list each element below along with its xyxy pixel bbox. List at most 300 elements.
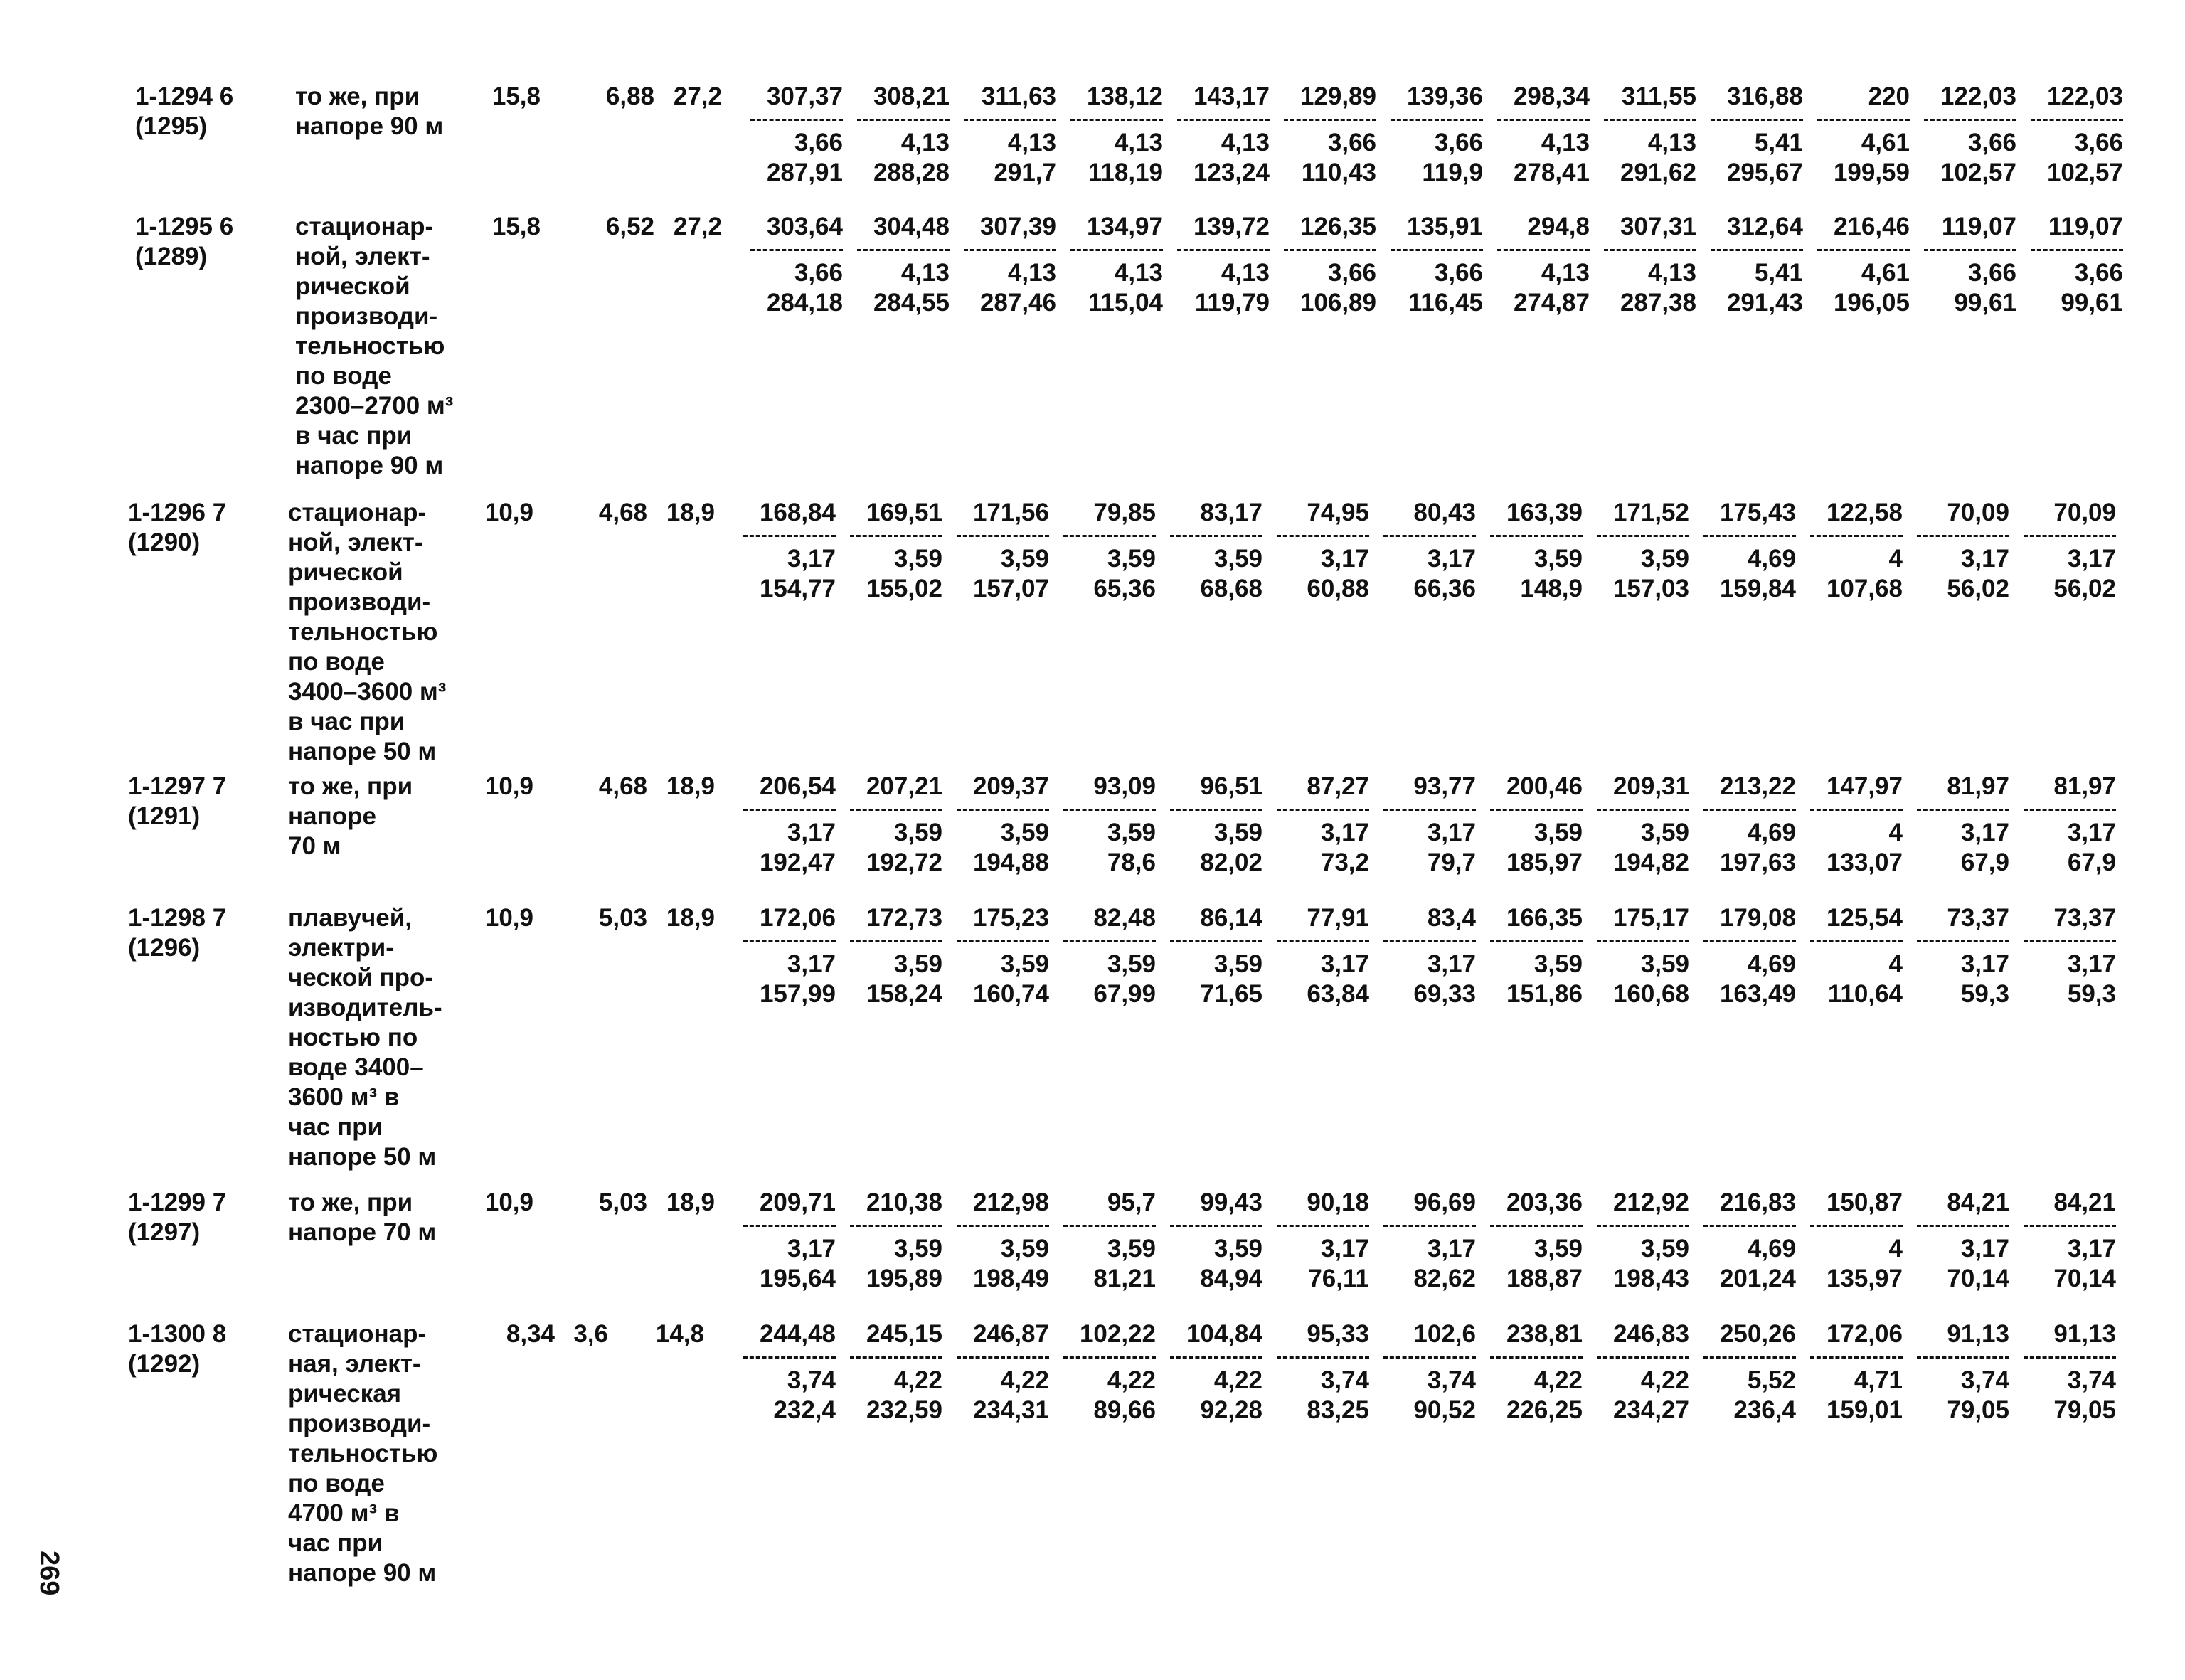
cell-part: 3,59 xyxy=(893,950,942,978)
price-cell xyxy=(942,903,1049,1009)
row-code-number: 1-1295 6 xyxy=(135,213,234,240)
cell-part: 4,13 xyxy=(1647,129,1696,156)
price-cell xyxy=(1262,772,1369,878)
cell-part: 4,13 xyxy=(1541,259,1590,287)
cell-remainder: 79,05 xyxy=(1947,1396,2009,1424)
desc-line: рической xyxy=(288,558,403,586)
price-cell xyxy=(1689,1319,1796,1425)
cell-remainder: 67,99 xyxy=(1093,980,1156,1008)
cell-remainder: 232,59 xyxy=(866,1396,942,1424)
price-cell xyxy=(1796,498,1903,604)
fraction-divider xyxy=(1917,1356,2009,1359)
price-cell xyxy=(950,82,1056,188)
cell-part: 3,17 xyxy=(1427,819,1476,846)
price-cell xyxy=(1590,82,1696,188)
cell-total: 91,13 xyxy=(2053,1320,2116,1348)
value-b: 6,88 xyxy=(605,83,654,110)
price-cell xyxy=(942,1188,1049,1294)
cell-remainder: 123,24 xyxy=(1193,159,1270,186)
cell-remainder: 65,36 xyxy=(1093,575,1156,602)
cell-total: 307,39 xyxy=(979,213,1056,240)
desc-line: тельностью xyxy=(288,1440,438,1467)
fraction-divider xyxy=(1277,809,1369,811)
price-cell xyxy=(836,772,942,878)
price-cell xyxy=(1049,1188,1156,1294)
price-cell xyxy=(843,82,950,188)
value-b: 4,68 xyxy=(598,772,647,800)
fraction-divider xyxy=(1703,809,1796,811)
price-cell xyxy=(1689,903,1796,1009)
price-cell xyxy=(1049,903,1156,1009)
fraction-divider xyxy=(2024,535,2116,537)
cell-total: 206,54 xyxy=(759,772,836,800)
value-a: 15,8 xyxy=(491,83,541,110)
cell-part: 3,17 xyxy=(2067,545,2116,573)
cell-part: 3,17 xyxy=(1320,545,1369,573)
value-b: 4,68 xyxy=(598,499,647,526)
cell-total: 207,21 xyxy=(866,772,942,800)
cell-part: 3,17 xyxy=(1320,1235,1369,1262)
desc-line: по воде xyxy=(288,1469,385,1497)
desc-line: 4700 м³ в xyxy=(288,1499,400,1527)
row-code-number: 1-1294 6 xyxy=(135,83,234,110)
price-cell xyxy=(1163,82,1270,188)
price-cell xyxy=(1056,212,1163,318)
cell-part: 3,17 xyxy=(1427,950,1476,978)
fraction-divider xyxy=(957,1225,1049,1227)
cell-part: 3,59 xyxy=(1107,950,1156,978)
fraction-divider xyxy=(1703,535,1796,537)
cell-total: 84,21 xyxy=(1947,1189,2009,1216)
cell-total: 311,63 xyxy=(981,83,1056,110)
value-a: 8,34 xyxy=(506,1320,555,1348)
fraction-divider xyxy=(1604,249,1696,251)
cell-total: 126,35 xyxy=(1299,213,1376,240)
fraction-divider xyxy=(1063,1225,1156,1227)
cell-total: 99,43 xyxy=(1200,1189,1262,1216)
fraction-divider xyxy=(1177,249,1270,251)
cell-total: 316,88 xyxy=(1726,83,1803,110)
cell-part: 3,17 xyxy=(2067,1235,2116,1262)
desc-line: изводитель- xyxy=(288,994,442,1021)
fraction-divider xyxy=(957,809,1049,811)
cell-total: 83,17 xyxy=(1200,499,1262,526)
cell-total: 175,43 xyxy=(1719,499,1796,526)
cell-total: 246,83 xyxy=(1612,1320,1689,1348)
cell-total: 83,4 xyxy=(1427,904,1476,932)
cell-part: 3,59 xyxy=(1640,1235,1689,1262)
cell-total: 139,72 xyxy=(1193,213,1270,240)
cell-total: 209,31 xyxy=(1612,772,1689,800)
fraction-divider xyxy=(1170,940,1262,942)
price-cell xyxy=(1270,212,1376,318)
cell-remainder: 119,79 xyxy=(1194,289,1270,317)
price-cell xyxy=(942,498,1049,604)
price-cell xyxy=(1262,1188,1369,1294)
cell-remainder: 81,21 xyxy=(1093,1265,1156,1292)
fraction-divider xyxy=(1490,809,1583,811)
row-code xyxy=(128,772,226,831)
cell-total: 203,36 xyxy=(1506,1189,1583,1216)
price-cell xyxy=(1590,212,1696,318)
fraction-divider xyxy=(743,1225,836,1227)
cell-part: 3,17 xyxy=(1320,950,1369,978)
price-cell xyxy=(1369,498,1476,604)
fraction-divider xyxy=(1063,1356,1156,1359)
cell-total: 172,73 xyxy=(866,904,942,932)
fraction-divider xyxy=(1383,809,1476,811)
cell-total: 209,37 xyxy=(972,772,1049,800)
fraction-divider xyxy=(964,119,1056,121)
cell-remainder: 157,99 xyxy=(759,980,836,1008)
fraction-divider xyxy=(1170,1356,1262,1359)
desc-line: производи- xyxy=(288,1410,431,1437)
desc-line: в час при xyxy=(295,422,413,450)
cell-part: 4,13 xyxy=(1007,129,1056,156)
cell-part: 4,22 xyxy=(1533,1366,1583,1394)
cell-total: 172,06 xyxy=(1826,1320,1903,1348)
cell-remainder: 67,9 xyxy=(1960,849,2009,876)
fraction-divider xyxy=(1917,940,2009,942)
price-cell xyxy=(1696,82,1803,188)
cell-remainder: 195,89 xyxy=(866,1265,942,1292)
price-cell xyxy=(1903,1319,2009,1425)
price-cell xyxy=(1049,772,1156,878)
row-code-number: 1-1298 7 xyxy=(128,904,227,932)
cell-total: 73,37 xyxy=(2053,904,2116,932)
cell-remainder: 288,28 xyxy=(873,159,950,186)
price-cell xyxy=(2009,1319,2116,1425)
cell-remainder: 84,94 xyxy=(1200,1265,1262,1292)
cell-total: 86,14 xyxy=(1200,904,1262,932)
cell-remainder: 76,11 xyxy=(1308,1265,1369,1292)
cell-part: 4,13 xyxy=(1541,129,1590,156)
price-cell xyxy=(942,1319,1049,1425)
fraction-divider xyxy=(850,535,942,537)
fraction-divider xyxy=(857,119,950,121)
fraction-divider xyxy=(1170,1225,1262,1227)
cell-total: 147,97 xyxy=(1826,772,1903,800)
cell-part: 3,59 xyxy=(1533,819,1583,846)
price-cell xyxy=(1903,772,2009,878)
price-cell xyxy=(836,498,942,604)
cell-total: 91,13 xyxy=(1947,1320,2009,1348)
cell-remainder: 160,74 xyxy=(972,980,1049,1008)
cell-part: 3,66 xyxy=(2074,259,2123,287)
cell-total: 70,09 xyxy=(1947,499,2009,526)
fraction-divider xyxy=(850,940,942,942)
price-cell xyxy=(1796,903,1903,1009)
cell-part: 3,59 xyxy=(1107,545,1156,573)
fraction-divider xyxy=(1817,249,1910,251)
cell-part: 3,17 xyxy=(1427,545,1476,573)
cell-total: 168,84 xyxy=(759,499,836,526)
cell-remainder: 234,27 xyxy=(1612,1396,1689,1424)
cell-remainder: 102,57 xyxy=(1940,159,2016,186)
fraction-divider xyxy=(1284,119,1376,121)
price-cell xyxy=(1049,1319,1156,1425)
cell-total: 175,23 xyxy=(972,904,1049,932)
price-cell xyxy=(1583,772,1689,878)
cell-remainder: 226,25 xyxy=(1506,1396,1583,1424)
value-c: 18,9 xyxy=(666,772,715,800)
cell-remainder: 291,43 xyxy=(1726,289,1803,317)
cell-part: 4 xyxy=(1888,819,1903,846)
cell-remainder: 118,19 xyxy=(1088,159,1163,186)
cell-total: 82,48 xyxy=(1093,904,1156,932)
cell-part: 4,13 xyxy=(1647,259,1696,287)
cell-remainder: 99,61 xyxy=(1954,289,2016,317)
value-b: 3,6 xyxy=(573,1320,608,1348)
cell-remainder: 284,55 xyxy=(873,289,950,317)
cell-total: 220 xyxy=(1868,83,1910,110)
cell-part: 3,66 xyxy=(1327,259,1376,287)
row-code-ref: (1295) xyxy=(135,112,208,140)
price-cell xyxy=(1796,1319,1903,1425)
cell-remainder: 115,04 xyxy=(1088,289,1163,317)
cell-total: 308,21 xyxy=(873,83,950,110)
price-cell xyxy=(1910,82,2016,188)
fraction-divider xyxy=(1490,940,1583,942)
cell-remainder: 79,7 xyxy=(1427,849,1476,876)
cell-remainder: 274,87 xyxy=(1513,289,1590,317)
price-cell xyxy=(729,903,836,1009)
cell-total: 81,97 xyxy=(2053,772,2116,800)
cell-total: 303,64 xyxy=(766,213,843,240)
fraction-divider xyxy=(1810,1225,1903,1227)
cell-part: 3,59 xyxy=(1640,819,1689,846)
cell-total: 143,17 xyxy=(1193,83,1270,110)
fraction-divider xyxy=(1703,1225,1796,1227)
cell-part: 3,59 xyxy=(1533,950,1583,978)
cell-remainder: 69,33 xyxy=(1413,980,1476,1008)
value-c: 27,2 xyxy=(673,213,722,240)
price-cell xyxy=(1369,772,1476,878)
price-cell xyxy=(1156,772,1262,878)
cell-part: 3,17 xyxy=(1960,819,2009,846)
cell-remainder: 185,97 xyxy=(1506,849,1583,876)
row-description xyxy=(288,498,446,767)
cell-total: 125,54 xyxy=(1826,904,1903,932)
price-cell xyxy=(1369,1319,1476,1425)
desc-line: стационар- xyxy=(295,213,434,240)
cell-remainder: 194,88 xyxy=(972,849,1049,876)
fraction-divider xyxy=(1917,535,2009,537)
cell-part: 3,59 xyxy=(1533,1235,1583,1262)
fraction-divider xyxy=(743,809,836,811)
value-c: 18,9 xyxy=(666,904,715,932)
cell-part: 4,69 xyxy=(1747,545,1796,573)
cell-total: 90,18 xyxy=(1307,1189,1369,1216)
value-a: 10,9 xyxy=(484,1189,533,1216)
row-code-ref: (1291) xyxy=(128,802,201,830)
fraction-divider xyxy=(1277,535,1369,537)
row-code-number: 1-1299 7 xyxy=(128,1189,227,1216)
cell-remainder: 89,66 xyxy=(1093,1396,1156,1424)
fraction-divider xyxy=(1277,940,1369,942)
cell-part: 3,59 xyxy=(1000,1235,1049,1262)
desc-line: тельностью xyxy=(288,618,438,646)
desc-line: час при xyxy=(288,1113,383,1141)
fraction-divider xyxy=(743,535,836,537)
fraction-divider xyxy=(2024,1225,2116,1227)
cell-remainder: 70,14 xyxy=(2053,1265,2116,1292)
desc-line: в час при xyxy=(288,708,405,735)
price-cell xyxy=(1796,1188,1903,1294)
desc-line: производи- xyxy=(288,588,431,616)
price-cell xyxy=(736,82,843,188)
price-cell xyxy=(836,1188,942,1294)
cell-total: 209,71 xyxy=(759,1189,836,1216)
fraction-divider xyxy=(1597,809,1689,811)
cell-part: 4,69 xyxy=(1747,1235,1796,1262)
cell-part: 4,22 xyxy=(1640,1366,1689,1394)
cell-remainder: 107,68 xyxy=(1826,575,1903,602)
fraction-divider xyxy=(2024,940,2116,942)
cell-part: 4,13 xyxy=(1114,259,1163,287)
cell-remainder: 278,41 xyxy=(1513,159,1590,186)
cell-remainder: 287,38 xyxy=(1620,289,1696,317)
fraction-divider xyxy=(850,1225,942,1227)
desc-line: напоре 70 м xyxy=(288,1218,437,1246)
cell-remainder: 92,28 xyxy=(1200,1396,1262,1424)
cell-part: 3,59 xyxy=(1640,545,1689,573)
cell-total: 212,98 xyxy=(972,1189,1049,1216)
desc-line: ческой про- xyxy=(288,964,434,991)
desc-line: ностью по xyxy=(288,1024,418,1051)
row-code-ref: (1289) xyxy=(135,243,208,270)
cell-part: 3,74 xyxy=(2067,1366,2116,1394)
cell-remainder: 63,84 xyxy=(1307,980,1369,1008)
cell-total: 135,91 xyxy=(1406,213,1483,240)
cell-total: 311,55 xyxy=(1621,83,1696,110)
cell-part: 3,66 xyxy=(794,259,843,287)
cell-total: 213,22 xyxy=(1719,772,1796,800)
fraction-divider xyxy=(750,249,843,251)
price-cell xyxy=(729,1319,836,1425)
cell-part: 3,74 xyxy=(787,1366,836,1394)
cell-total: 122,03 xyxy=(2046,83,2123,110)
price-cell xyxy=(1483,82,1590,188)
price-cell xyxy=(1163,212,1270,318)
cell-part: 3,74 xyxy=(1427,1366,1476,1394)
price-cell xyxy=(2009,498,2116,604)
cell-remainder: 116,45 xyxy=(1408,289,1483,317)
fraction-divider xyxy=(1383,1356,1476,1359)
cell-part: 4,61 xyxy=(1861,259,1910,287)
cell-part: 3,59 xyxy=(893,1235,942,1262)
cell-remainder: 155,02 xyxy=(866,575,942,602)
desc-line: по воде xyxy=(295,362,392,390)
price-cell xyxy=(1483,212,1590,318)
desc-line: электри- xyxy=(288,934,394,962)
fraction-divider xyxy=(1711,249,1803,251)
price-cell xyxy=(1583,498,1689,604)
desc-line: стационар- xyxy=(288,1320,427,1348)
desc-line: 3600 м³ в xyxy=(288,1083,400,1111)
cell-remainder: 83,25 xyxy=(1307,1396,1369,1424)
price-cell xyxy=(729,772,836,878)
cell-part: 3,59 xyxy=(1000,950,1049,978)
value-c: 18,9 xyxy=(666,1189,715,1216)
fraction-divider xyxy=(2031,119,2123,121)
fraction-divider xyxy=(957,940,1049,942)
row-code xyxy=(128,1188,226,1248)
price-cell xyxy=(836,1319,942,1425)
fraction-divider xyxy=(1924,249,2016,251)
fraction-divider xyxy=(1604,119,1696,121)
price-cell xyxy=(1696,212,1803,318)
cell-part: 4,13 xyxy=(1221,259,1270,287)
cell-part: 3,59 xyxy=(1107,819,1156,846)
cell-remainder: 192,47 xyxy=(759,849,836,876)
cell-total: 87,27 xyxy=(1307,772,1369,800)
desc-line: то же, при xyxy=(288,772,413,800)
fraction-divider xyxy=(1817,119,1910,121)
cell-part: 3,59 xyxy=(1213,819,1262,846)
cell-part: 3,66 xyxy=(1967,259,2016,287)
price-cell xyxy=(1803,212,1910,318)
fraction-divider xyxy=(1177,119,1270,121)
cell-total: 122,58 xyxy=(1826,499,1903,526)
price-cell xyxy=(1270,82,1376,188)
cell-part: 3,59 xyxy=(1213,950,1262,978)
desc-line: по воде xyxy=(288,648,385,676)
cell-remainder: 151,86 xyxy=(1506,980,1583,1008)
fraction-divider xyxy=(1063,535,1156,537)
price-cell xyxy=(729,1188,836,1294)
fraction-divider xyxy=(1810,1356,1903,1359)
price-cell xyxy=(1910,212,2016,318)
cell-remainder: 201,24 xyxy=(1719,1265,1796,1292)
price-cell xyxy=(1476,1319,1583,1425)
cell-total: 104,84 xyxy=(1186,1320,1262,1348)
price-cell xyxy=(1583,1188,1689,1294)
row-code-ref: (1297) xyxy=(128,1218,201,1246)
cell-remainder: 154,77 xyxy=(759,575,836,602)
price-cell xyxy=(1262,903,1369,1009)
cell-remainder: 160,68 xyxy=(1612,980,1689,1008)
value-b: 5,03 xyxy=(598,904,647,932)
value-c: 27,2 xyxy=(673,83,722,110)
cell-total: 138,12 xyxy=(1086,83,1163,110)
cell-remainder: 82,02 xyxy=(1200,849,1262,876)
row-code-number: 1-1300 8 xyxy=(128,1320,227,1348)
cell-part: 3,59 xyxy=(1000,545,1049,573)
cell-total: 77,91 xyxy=(1307,904,1369,932)
value-b: 6,52 xyxy=(605,213,654,240)
cell-part: 4,13 xyxy=(900,259,950,287)
fraction-divider xyxy=(1490,1225,1583,1227)
cell-remainder: 287,91 xyxy=(766,159,843,186)
cell-part: 3,17 xyxy=(2067,950,2116,978)
cell-total: 96,51 xyxy=(1200,772,1262,800)
fraction-divider xyxy=(850,1356,942,1359)
cell-part: 3,59 xyxy=(1640,950,1689,978)
cell-total: 84,21 xyxy=(2053,1189,2116,1216)
price-cell xyxy=(2016,212,2123,318)
cell-part: 4,22 xyxy=(1213,1366,1262,1394)
price-cell xyxy=(1476,498,1583,604)
value-a: 10,9 xyxy=(484,904,533,932)
desc-line: рической xyxy=(295,272,410,300)
fraction-divider xyxy=(1917,1225,2009,1227)
row-code xyxy=(128,1319,226,1379)
cell-remainder: 197,63 xyxy=(1719,849,1796,876)
cell-remainder: 78,6 xyxy=(1107,849,1156,876)
price-cell xyxy=(1803,82,1910,188)
fraction-divider xyxy=(2031,249,2123,251)
